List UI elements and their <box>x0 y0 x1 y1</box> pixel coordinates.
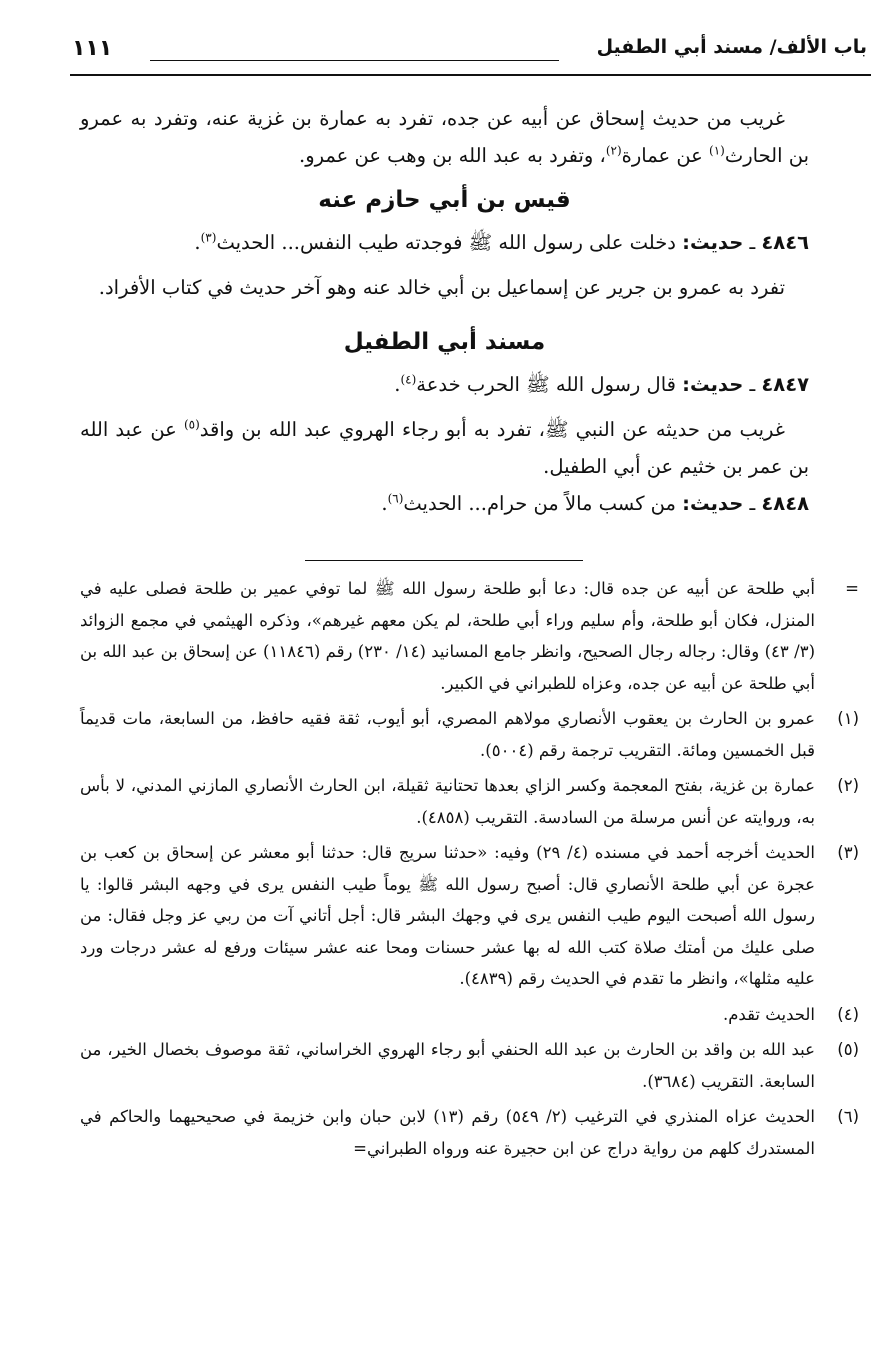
text-run: غريب من حديث إسحاق عن أبيه عن جده، تفرد به عمارة بن غزية عنه، وتفرد به عمرو بن الحارث <box>80 107 809 167</box>
footnote-item <box>80 1101 859 1164</box>
hadith-number: ٤٨٤٨ <box>761 492 809 515</box>
chapter-title: باب الألف/ مسند أبي الطفيل <box>596 36 867 58</box>
hadith-entry: ٤٨٤٦ ـ حديث: دخلت على رسول الله ﷺ فوجدته طيب النفس... الحديث$^{(٣)}$. <box>194 230 809 254</box>
footnote-item <box>80 837 859 995</box>
section-heading: قيس بن أبي حازم عنه <box>318 187 571 213</box>
footnote-marker: (٤) <box>837 1004 859 1024</box>
footnote-ref: (٤) <box>400 372 417 387</box>
footnote-marker: (١) <box>837 709 859 728</box>
hadith-entry: ٤٨٤٨ ـ حديث: من كسب مالاً من حرام... الحديث$^{(٦)}$. <box>381 491 809 515</box>
text-run: عن عمارة <box>621 144 710 167</box>
footnote-text: أبي طلحة عن أبيه عن جده قال: دعا أبو طلحة رسول الله ﷺ لما توفي عمير بن طلحة فصلى عليه في المنزل، فكان أبو طلحة، وأم سليم وراء أبي طلحة، لم يكن معهم غيرهم»، وذكره الهيثمي في مجمع الزوائد (٣/ ٤٣) وقال: رجاله رجال الصحيح، وانظر جامع المسانيد (١٤/ ٢٣٠) رقم (١١٨٤٦) عن إسحاق بن عبد الله بن أبي طلحة عن أبيه عن جده، وعزاه للطبراني في الكبير. <box>80 579 815 693</box>
text-run: غريب من حديثه عن النبي ﷺ، تفرد به أبو رجاء الهروي عبد الله بن واقد <box>199 418 785 441</box>
hadith-text: من كسب مالاً من حرام... الحديث <box>403 492 683 515</box>
hadith-number: ٤٨٤٧ <box>761 373 809 396</box>
paragraph <box>80 411 809 485</box>
hadith-text: قال رسول الله ﷺ الحرب خدعة <box>416 373 683 396</box>
hadith-keyword: حديث: <box>682 373 744 396</box>
running-header <box>72 34 867 78</box>
text-run: . <box>194 231 201 254</box>
text-run: . <box>381 492 388 515</box>
main-text <box>80 100 809 522</box>
footnote-ref: (٣) <box>200 230 217 245</box>
footnote-text: الحديث عزاه المنذري في الترغيب (٢/ ٥٤٩) رقم (١٣) لابن حبان وابن خزيمة في صحيحيهما والحاكم في المستدرك كلهم من رواية دراج عن ابن حجيرة عنه ورواه الطبراني= <box>80 1107 816 1158</box>
text-run: ، وتفرد به عبد الله بن وهب عن عمرو. <box>299 144 606 167</box>
footnotes <box>80 573 859 1164</box>
footnote-ref: (٥) <box>183 417 200 432</box>
footnote-marker: (٢) <box>837 776 859 795</box>
hadith-entry: ٤٨٤٧ ـ حديث: قال رسول الله ﷺ الحرب خدعة$^{(٤)}$. <box>394 372 809 396</box>
footnote-marker: = <box>845 579 859 598</box>
footnote-item <box>80 703 859 766</box>
page-number: ١١١ <box>72 36 113 61</box>
footnote-text: عمرو بن الحارث بن يعقوب الأنصاري مولاهم المصري، أبو أيوب، ثقة فقيه حافظ، من السابعة، مات قديماً قبل الخمسين ومائة. التقريب ترجمة رقم (٥٠٠٤). <box>80 709 815 760</box>
footnote-ref: (٦) <box>387 491 404 506</box>
hadith-text: دخلت على رسول الله ﷺ فوجدته طيب النفس... الحديث <box>216 231 683 254</box>
paragraph: تفرد به عمرو بن جرير عن إسماعيل بن أبي خالد عنه وهو آخر حديث في كتاب الأفراد. <box>98 276 785 299</box>
header-rule <box>70 74 871 76</box>
hadith-keyword: حديث: <box>682 231 744 254</box>
text-run: عن عبد الله بن عمر بن خثيم عن أبي الطفيل. <box>80 418 809 478</box>
footnote-item <box>80 1034 859 1097</box>
footnote-text: الحديث أخرجه أحمد في مسنده (٤/ ٢٩) وفيه: «حدثنا سريج قال: حدثنا أبو معشر عن إسحاق بن كعب بن عجرة عن أبي طلحة الأنصاري قال: أصبح رسول الله ﷺ يوماً طيب النفس يرى في وجهه البشر قالوا: يا رسول الله أصبحت اليوم طيب النفس يرى في وجهك البشر قال: أجل أتاني آت من ربي عز وجل فقال: من صلى عليك من أمتك صلاة كتب الله له بها عشر حسنات ومحا عنه عشر سيئات ورفع له عشر درجات ورد عليه مثلها»، وانظر ما تقدم في الحديث رقم (٤٨٣٩). <box>80 843 816 988</box>
footnote-text: الحديث تقدم. <box>722 1004 815 1024</box>
footnote-ref: (٢) <box>605 143 622 158</box>
footnote-text: عبد الله بن واقد بن الحارث بن عبد الله الحنفي أبو رجاء الهروي الخراساني، ثقة موصوف بخصال الخير، من السابعة. التقريب (٣٦٨٤). <box>80 1040 815 1091</box>
section-heading: مسند أبي الطفيل <box>343 329 546 355</box>
header-rule-short <box>150 60 559 61</box>
footnote-marker: (٥) <box>837 1040 859 1059</box>
paragraph <box>80 100 809 174</box>
hadith-number: ٤٨٤٦ <box>761 231 809 254</box>
footnote-separator <box>305 560 583 561</box>
footnote-marker: (٣) <box>837 843 859 862</box>
footnote-item <box>80 770 859 833</box>
footnote-item <box>80 999 859 1031</box>
text-run: . <box>394 373 401 396</box>
footnote-marker: (٦) <box>837 1107 859 1126</box>
footnote-text: عمارة بن غزية، بفتح المعجمة وكسر الزاي بعدها تحتانية ثقيلة، ابن الحارث الأنصاري المازني المدني، لا بأس به، وروايته عن أنس مرسلة من السادسة. التقريب (٤٨٥٨). <box>80 776 815 827</box>
footnote-ref: (١) <box>709 143 725 158</box>
hadith-keyword: حديث: <box>682 492 744 515</box>
footnote-item <box>80 573 859 699</box>
